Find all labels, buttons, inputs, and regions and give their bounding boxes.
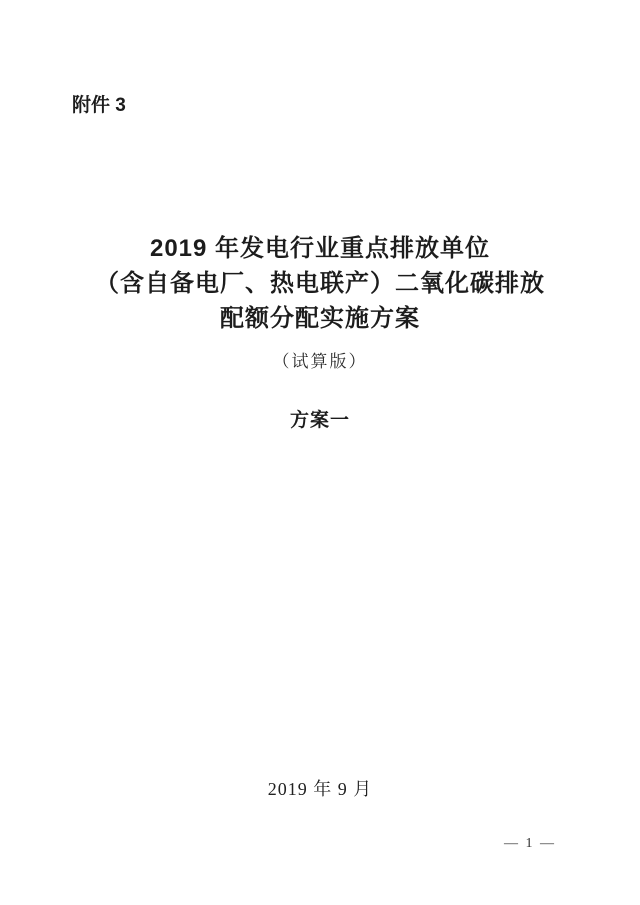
publication-date: 2019 年 9 月 (267, 779, 373, 799)
page-number: — 1 — (504, 836, 556, 851)
attachment-label: 附件 3 (72, 95, 126, 116)
document-title (0, 231, 640, 336)
subtitle-edition: （试算版） (272, 352, 368, 371)
plan-label: 方案一 (289, 410, 350, 431)
title-line-1: 2019 年发电行业重点排放单位 (149, 235, 491, 262)
title-line-2: （含自备电厂、热电联产）二氧化碳排放 (95, 270, 545, 297)
title-line-3: 配额分配实施方案 (220, 305, 420, 332)
